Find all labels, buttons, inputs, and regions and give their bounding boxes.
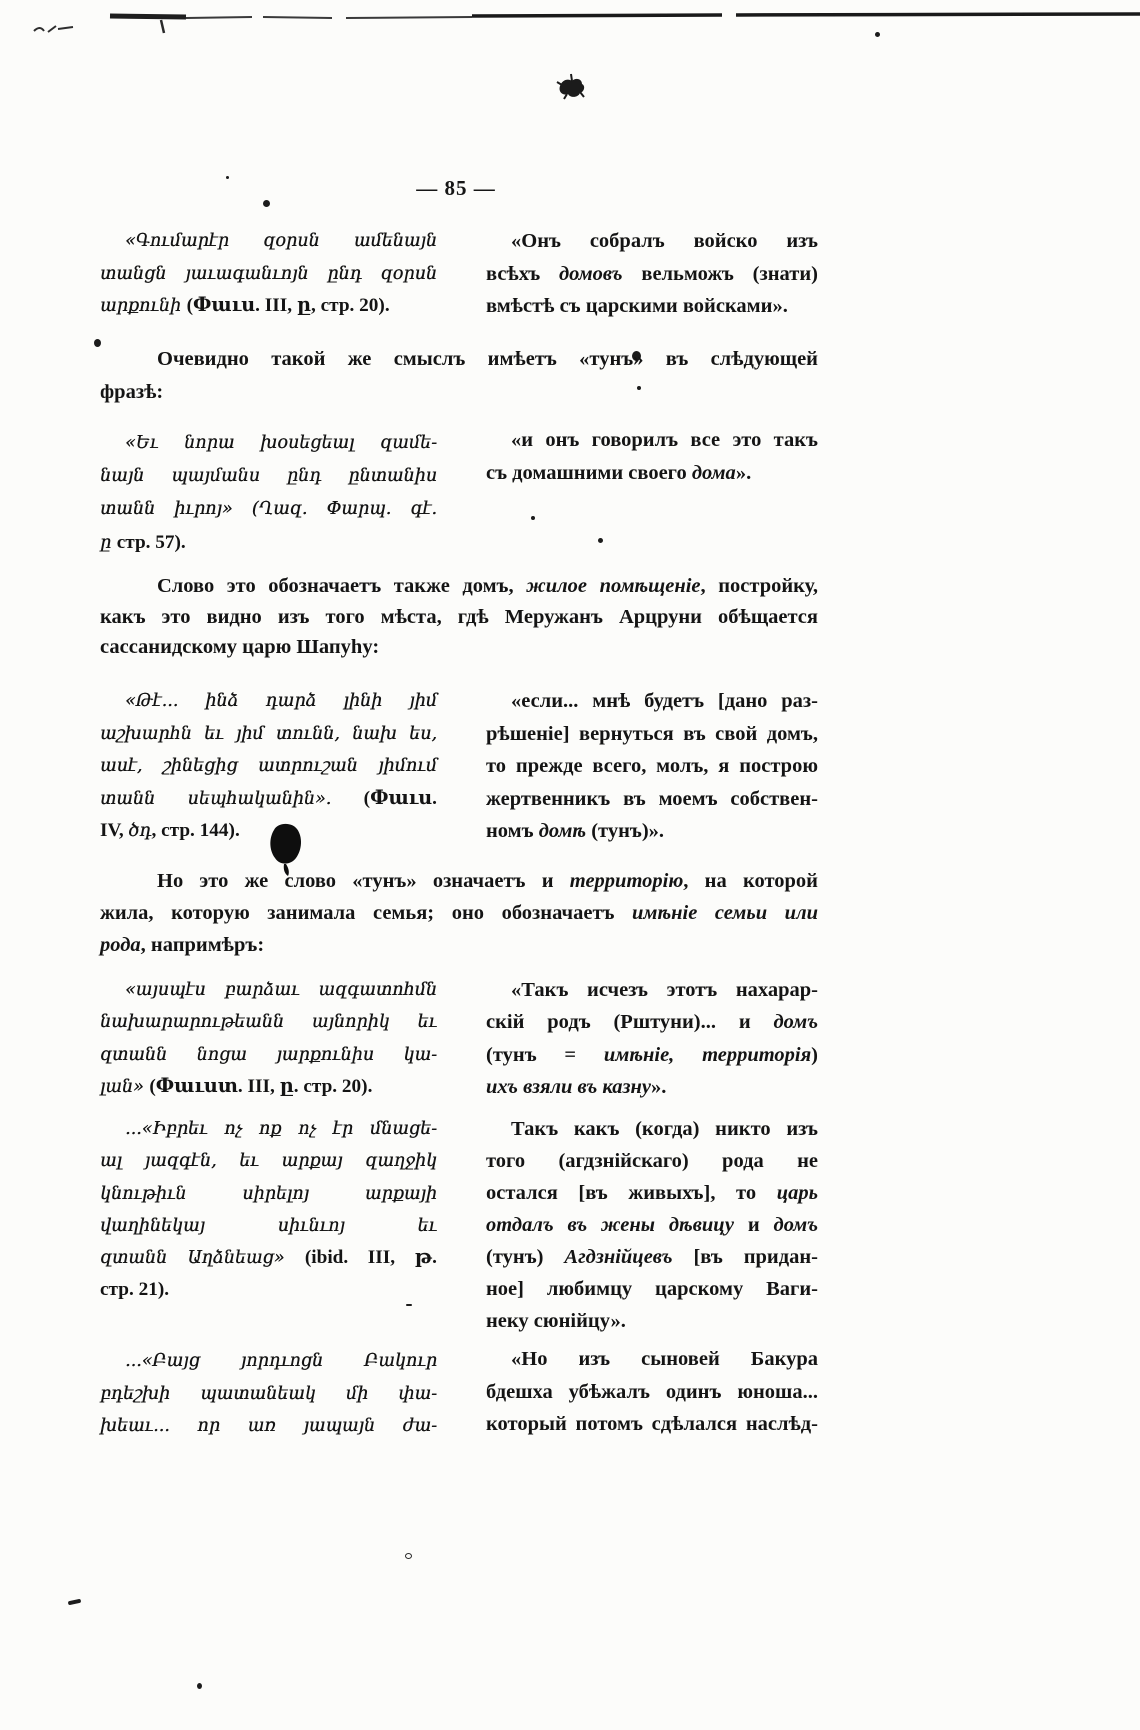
italic-text-run: рода: [100, 934, 141, 956]
text-line: [486, 1305, 818, 1337]
text-line: [100, 1378, 437, 1411]
text-run: ...«Իբրեւ ոչ ոք ոչ էր մնացե-: [125, 1119, 437, 1139]
italic-text-run: территорію: [569, 870, 684, 892]
italic-text-run: Агдзнійцевъ: [564, 1246, 673, 1268]
text-run: «Но изъ сыновей Бакура: [511, 1348, 818, 1370]
paragraph-1: [100, 343, 818, 409]
quote-1-russian-translation: [486, 225, 818, 323]
text-line: [100, 526, 437, 559]
text-line: [100, 897, 818, 929]
text-run: жертвенникъ въ моемъ собствен-: [486, 787, 818, 810]
text-line: [486, 685, 818, 718]
text-run: աշխարհն եւ յիմ տունն, նախ ես,: [100, 723, 437, 744]
text-run: [въ придан-: [672, 1246, 819, 1268]
quote-2-russian-translation: [486, 424, 818, 490]
scan-edge-line: [0, 0, 1140, 44]
text-line: [486, 290, 818, 323]
text-line: [486, 1273, 818, 1305]
text-line: [100, 1345, 437, 1378]
text-line: [100, 376, 818, 409]
text-run: ): [811, 1043, 818, 1066]
text-line: [100, 1113, 437, 1145]
text-run: Но это же слово «тунъ» означаетъ и: [157, 870, 570, 892]
roman-text-run: (Փաւս.: [363, 787, 437, 809]
ink-speck: [197, 1683, 202, 1689]
roman-text-run: стр. 21).: [100, 1279, 170, 1301]
text-run: неку сюнійцу».: [486, 1310, 626, 1332]
quote-5-russian-translation: [486, 1113, 818, 1337]
quote-1-armenian-source: [100, 225, 437, 323]
roman-text-run: стр. 57).: [116, 532, 186, 553]
text-run: Очевидно такой же смыслъ имѣетъ «тунъ» въ слѣдующей: [157, 348, 818, 370]
text-run: «Онъ собралъ войско изъ: [511, 230, 818, 252]
text-run: и: [734, 1214, 774, 1236]
text-run: съ домашними своего: [486, 462, 692, 484]
text-line: [100, 865, 818, 897]
roman-text-run: (Փաւստ. III, ը. стр. 20).: [149, 1076, 373, 1098]
text-run: կնութիւն սիրելոյ արքայի: [100, 1183, 437, 1204]
text-line: [486, 1145, 818, 1177]
text-run: всѣхъ: [486, 262, 559, 285]
text-line: [100, 974, 437, 1006]
text-run: ասէ, շինեցից ատրուշան յիմում: [100, 756, 437, 776]
text-line: [100, 1071, 437, 1103]
ink-speck: [405, 1553, 412, 1559]
text-run: «Եւ նորա խօսեցեալ զամե-: [125, 433, 437, 453]
quote-4-armenian-source: [100, 974, 437, 1104]
text-line: [486, 258, 818, 291]
quote-6-armenian-source: [100, 1345, 437, 1443]
page-number: — 85 —: [416, 176, 496, 200]
text-line: [100, 258, 437, 291]
text-line: [100, 929, 818, 961]
italic-text-run: домѣ: [538, 820, 587, 842]
text-run: նայն պայմանս ընդ ընտանիս: [100, 466, 437, 486]
roman-text-run: IV,: [100, 820, 129, 841]
text-line: [100, 1006, 437, 1038]
italic-text-run: домъ: [773, 1214, 819, 1236]
text-line: [486, 1209, 818, 1241]
text-run: խեաւ... որ առ յապայն ժա-: [100, 1416, 437, 1436]
text-line: [486, 974, 818, 1006]
italic-text-run: имѣніе, территорія: [603, 1043, 812, 1066]
text-line: [100, 571, 818, 602]
text-run: նախարարութեանն այնորիկ եւ: [100, 1012, 437, 1033]
text-line: [100, 1242, 437, 1274]
text-run: «այսպէս բարձաւ ազգատոհմն: [125, 980, 437, 1000]
ink-speck: [226, 176, 229, 179]
text-run: (тунъ): [486, 1246, 565, 1268]
ink-speck: [598, 538, 603, 543]
italic-text-run: жилое помѣщеніе: [526, 575, 701, 597]
paragraph-2: [100, 571, 818, 663]
text-run: ալ յազգէն, եւ արքայ զաղջիկ: [100, 1151, 437, 1172]
text-line: [486, 1408, 818, 1441]
text-run: Такъ какъ (когда) никто изъ: [511, 1118, 818, 1140]
italic-text-run: ихъ взяли въ казну: [486, 1076, 651, 1099]
text-line: [486, 750, 818, 783]
text-line: [100, 460, 437, 493]
text-run: какъ это видно изъ того мѣста, гдѣ Меружанъ Арцруни обѣщается: [100, 605, 818, 628]
text-run: ное] любимцу царскому Ваги-: [486, 1278, 818, 1300]
italic-text-run: домъ: [773, 1011, 818, 1034]
text-line: [100, 1274, 437, 1306]
ink-speck: [68, 1599, 82, 1606]
text-line: [486, 1376, 818, 1409]
text-line: [486, 815, 818, 848]
quote-4-russian-translation: [486, 974, 818, 1104]
text-run: то прежде всего, молъ, я построю: [486, 755, 818, 777]
text-line: [100, 602, 818, 633]
text-run: , напримѣръ:: [140, 934, 265, 956]
text-line: [100, 493, 437, 526]
text-run: номъ: [486, 820, 539, 842]
text-line: [486, 225, 818, 258]
text-line: [486, 424, 818, 457]
text-line: [486, 783, 818, 816]
text-run: жила, которую занимала семья; оно обозначаетъ: [100, 902, 633, 924]
text-run: «Թէ... ինձ դարձ լինի յիմ: [125, 691, 437, 711]
text-run: который потомъ сдѣлался наслѣд-: [486, 1413, 818, 1435]
text-run: остался [въ живыхъ], то: [486, 1182, 777, 1204]
italic-text-run: имѣніе семьи или: [632, 902, 818, 924]
paragraph-3: [100, 865, 818, 961]
roman-text-run: (ibid. III, թ.: [304, 1247, 437, 1269]
text-run: ».: [735, 462, 752, 484]
text-run: զտանն Աղձնեաց»: [100, 1248, 305, 1269]
text-line: [486, 1177, 818, 1209]
text-line: [100, 685, 437, 718]
text-line: [486, 1113, 818, 1145]
roman-text-run: , стр. 144).: [151, 820, 240, 841]
text-run: Слово это обозначаетъ также домъ,: [157, 575, 527, 597]
text-line: [486, 718, 818, 751]
text-run: фразѣ:: [100, 381, 164, 403]
text-run: , постройку,: [700, 575, 818, 597]
text-line: [100, 1410, 437, 1443]
text-line: [486, 1006, 818, 1038]
text-line: [100, 225, 437, 258]
text-line: [486, 1241, 818, 1273]
text-run: վաղինեկայ սիւնւոյ եւ: [100, 1215, 437, 1236]
roman-text-run: (Փաւս. III, ը, стр. 20).: [186, 295, 390, 317]
text-line: [100, 343, 818, 376]
text-run: ...«Բայց յորդւոցն Բակուր: [125, 1351, 437, 1371]
italic-text-run: царь: [776, 1182, 818, 1204]
text-run: տանցն յաւագանւոյն ընդ զօրսն: [100, 263, 437, 284]
text-run: բդեշխի պատանեակ մի փա-: [100, 1383, 437, 1404]
text-line: [100, 1145, 437, 1177]
text-run: «Գումարէր զօրսն ամենայն: [125, 231, 437, 251]
text-line: [100, 718, 437, 751]
text-run: вмѣстѣ съ царскими войсками».: [486, 295, 788, 318]
text-run: бдешха убѣжалъ одинъ юноша...: [486, 1380, 818, 1403]
ink-speck: [263, 200, 270, 207]
text-line: [100, 783, 437, 816]
text-line: [486, 1071, 818, 1103]
text-run: скій родъ (Рштуни)... и: [486, 1011, 774, 1034]
text-run: զտանն նոցա յարքունիս կա-: [100, 1044, 437, 1065]
text-run: «и онъ говорилъ все это такъ: [511, 429, 818, 451]
text-run: сассанидскому царю Шапуһу:: [100, 636, 380, 658]
ink-speck: [531, 516, 535, 520]
text-line: [486, 1343, 818, 1376]
text-run: рѣшеніе] вернуться въ свой домъ,: [486, 722, 818, 745]
text-line: [100, 427, 437, 460]
text-run: ».: [650, 1076, 667, 1099]
text-line: [486, 1039, 818, 1071]
ink-blot: [554, 72, 588, 102]
text-line: [100, 632, 818, 663]
text-run: «если... мнѣ будетъ [дано раз-: [511, 690, 818, 712]
text-run: , на которой: [683, 870, 818, 892]
text-run: լան»: [100, 1077, 150, 1098]
text-run: (тунъ =: [486, 1043, 604, 1066]
text-line: [100, 1178, 437, 1210]
quote-3-russian-translation: [486, 685, 818, 848]
italic-text-run: дома: [691, 462, 736, 484]
text-run: ը: [100, 533, 117, 553]
text-line: [100, 1210, 437, 1242]
text-line: [486, 457, 818, 490]
ink-speck: [875, 32, 880, 37]
text-line: [100, 750, 437, 783]
quote-5-armenian-source: [100, 1113, 437, 1307]
text-line: [100, 290, 437, 323]
text-run: вельможъ (знати): [622, 262, 818, 285]
quote-6-russian-translation: [486, 1343, 818, 1441]
text-run: արքունի: [100, 296, 187, 317]
quote-2-armenian-source: [100, 427, 437, 559]
text-run: «Такъ исчезъ этотъ нахарар-: [511, 979, 818, 1001]
text-run: того (агдзнійскаго) рода не: [486, 1150, 818, 1172]
italic-text-run: домовъ: [558, 262, 623, 285]
text-run: տանն սեպհականին».: [100, 788, 364, 809]
text-line: [100, 1039, 437, 1071]
text-run: տանն իւրոյ» (Ղազ. Փարպ. գէ.: [100, 499, 437, 519]
italic-text-run: отдалъ въ жены дѣвицу: [486, 1214, 735, 1236]
text-run: (тунъ)».: [586, 820, 665, 842]
text-run: ծդ: [128, 821, 152, 841]
